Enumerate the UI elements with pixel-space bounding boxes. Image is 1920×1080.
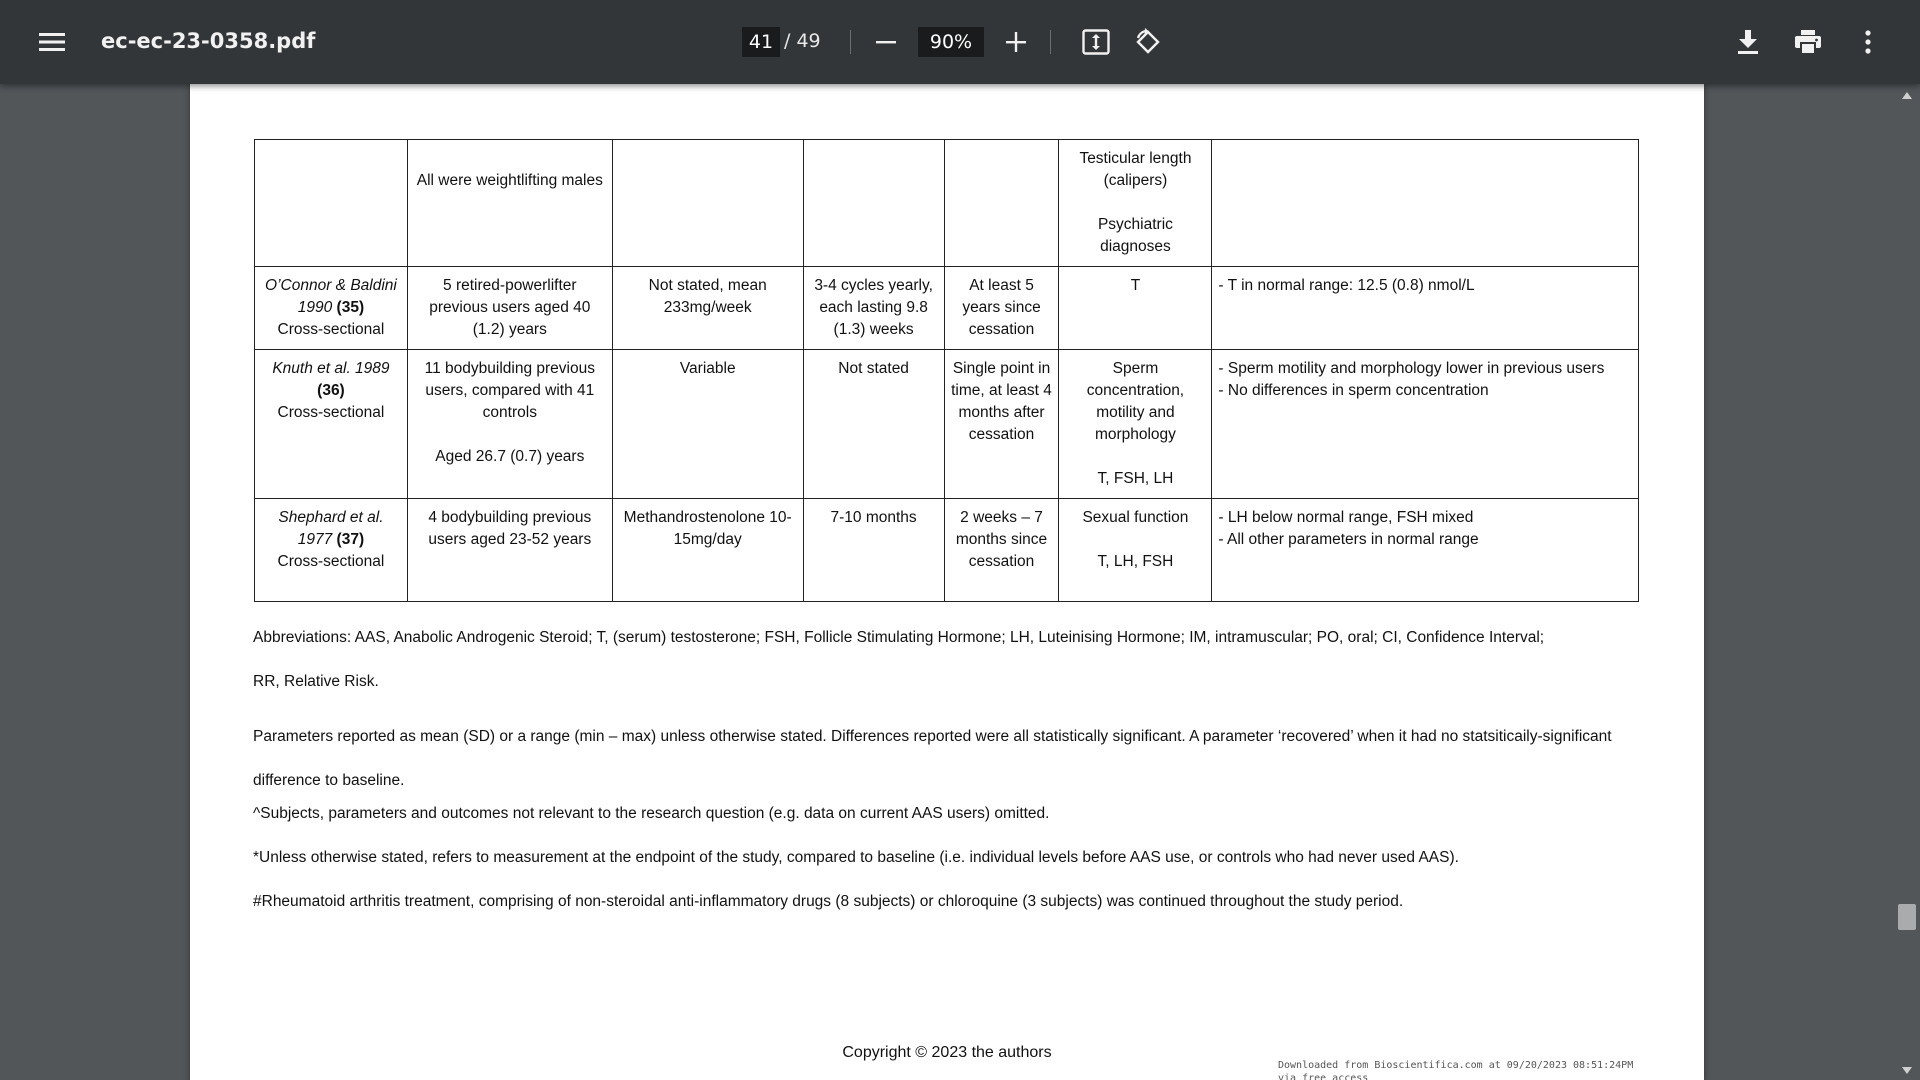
caret-note: ^Subjects, parameters and outcomes not relevant to the research question (e.g. data on current AAS users) omitted. <box>253 805 1050 822</box>
table-cell: Not stated <box>803 350 944 499</box>
parameters-note: Parameters reported as mean (SD) or a range (min – max) unless otherwise stated. Differences reported were all statistically significant. A parameter ‘recovered’ when it had no statsiticaily-significant difference to baseline. <box>253 728 1612 789</box>
copyright-text: Copyright © 2023 the authors <box>842 1044 1052 1061</box>
table-cell: 2 weeks – 7 months since cessation <box>944 499 1059 602</box>
table-cell: - LH below normal range, FSH mixed - All other parameters in normal range <box>1212 499 1639 602</box>
table-cell <box>255 140 408 267</box>
table-cell: All were weightlifting males <box>407 140 612 267</box>
toolbar-separator <box>850 30 851 54</box>
menu-icon[interactable] <box>32 22 72 62</box>
toolbar-separator <box>1050 30 1051 54</box>
pdf-toolbar <box>0 0 1920 84</box>
table-cell <box>1212 140 1639 267</box>
document-title: ec-ec-23-0358.pdf <box>101 29 316 53</box>
table-cell: - Sperm motility and morphology lower in previous users - No differences in sperm concentration <box>1212 350 1639 499</box>
table-cell: 4 bodybuilding previous users aged 23-52 years <box>407 499 612 602</box>
download-stamp: Downloaded from Bioscientifica.com at 09/20/2023 08:51:24PM via free access <box>1278 1060 1634 1080</box>
table-cell: Testicular length (calipers) Psychiatric diagnoses <box>1059 140 1212 267</box>
table-footnotes <box>253 627 1653 935</box>
study-table <box>254 139 1639 602</box>
table-cell: Methandrostenolone 10-15mg/day <box>612 499 803 602</box>
vertical-scrollbar[interactable] <box>1894 84 1920 1080</box>
asterisk-note: *Unless otherwise stated, refers to measurement at the endpoint of the study, compared to baseline (i.e. individual levels before AAS use, or controls who had never used AAS). <box>253 849 1459 866</box>
page-number-input[interactable] <box>742 27 780 57</box>
table-row <box>255 499 1639 602</box>
table-cell: Sexual function T, LH, FSH <box>1059 499 1212 602</box>
table-cell: 11 bodybuilding previous users, compared with 41 controls Aged 26.7 (0.7) years <box>407 350 612 499</box>
scroll-up-arrow-icon[interactable] <box>1902 92 1912 99</box>
table-cell: Sperm concentration, motility and morphology T, FSH, LH <box>1059 350 1212 499</box>
print-icon[interactable] <box>1788 22 1828 62</box>
page-total: / 49 <box>784 30 821 52</box>
table-cell: T <box>1059 267 1212 350</box>
table-cell: O’Connor & Baldini 1990 (35) Cross-sectional <box>255 267 408 350</box>
plus-icon[interactable] <box>996 22 1036 62</box>
table-cell: Single point in time, at least 4 months after cessation <box>944 350 1059 499</box>
table-row <box>255 140 1639 267</box>
table-row <box>255 267 1639 350</box>
more-vert-icon[interactable] <box>1848 22 1888 62</box>
table-cell <box>612 140 803 267</box>
download-icon[interactable] <box>1728 22 1768 62</box>
abbreviations-note: Abbreviations: AAS, Anabolic Androgenic Steroid; T, (serum) testosterone; FSH, Follicle Stimulating Hormone; LH, Luteinising Hormone; IM, intramuscular; PO, oral; CI, Confidence Interval; <box>253 629 1545 646</box>
table-cell <box>944 140 1059 267</box>
table-cell: 3-4 cycles yearly, each lasting 9.8 (1.3) weeks <box>803 267 944 350</box>
table-cell: - T in normal range: 12.5 (0.8) nmol/L <box>1212 267 1639 350</box>
scrollbar-thumb[interactable] <box>1898 904 1916 930</box>
table-cell <box>803 140 944 267</box>
abbreviations-note-cont: RR, Relative Risk. <box>253 673 379 690</box>
hash-note: #Rheumatoid arthritis treatment, comprising of non-steroidal anti-inflammatory drugs (8 subjects) or chloroquine (3 subjects) was continued throughout the study period. <box>253 893 1404 910</box>
minus-icon[interactable] <box>866 22 906 62</box>
fit-page-icon[interactable] <box>1076 22 1116 62</box>
scroll-down-arrow-icon[interactable] <box>1902 1067 1912 1074</box>
table-cell: Not stated, mean 233mg/week <box>612 267 803 350</box>
table-row <box>255 350 1639 499</box>
rotate-icon[interactable] <box>1128 22 1168 62</box>
table-cell: 7-10 months <box>803 499 944 602</box>
zoom-level-input[interactable] <box>918 27 984 57</box>
table-cell: Shephard et al. 1977 (37) Cross-sectional <box>255 499 408 602</box>
table-cell: 5 retired-powerlifter previous users aged 40 (1.2) years <box>407 267 612 350</box>
pdf-page <box>190 84 1704 1080</box>
table-cell: Variable <box>612 350 803 499</box>
table-cell: At least 5 years since cessation <box>944 267 1059 350</box>
table-cell: Knuth et al. 1989 (36) Cross-sectional <box>255 350 408 499</box>
